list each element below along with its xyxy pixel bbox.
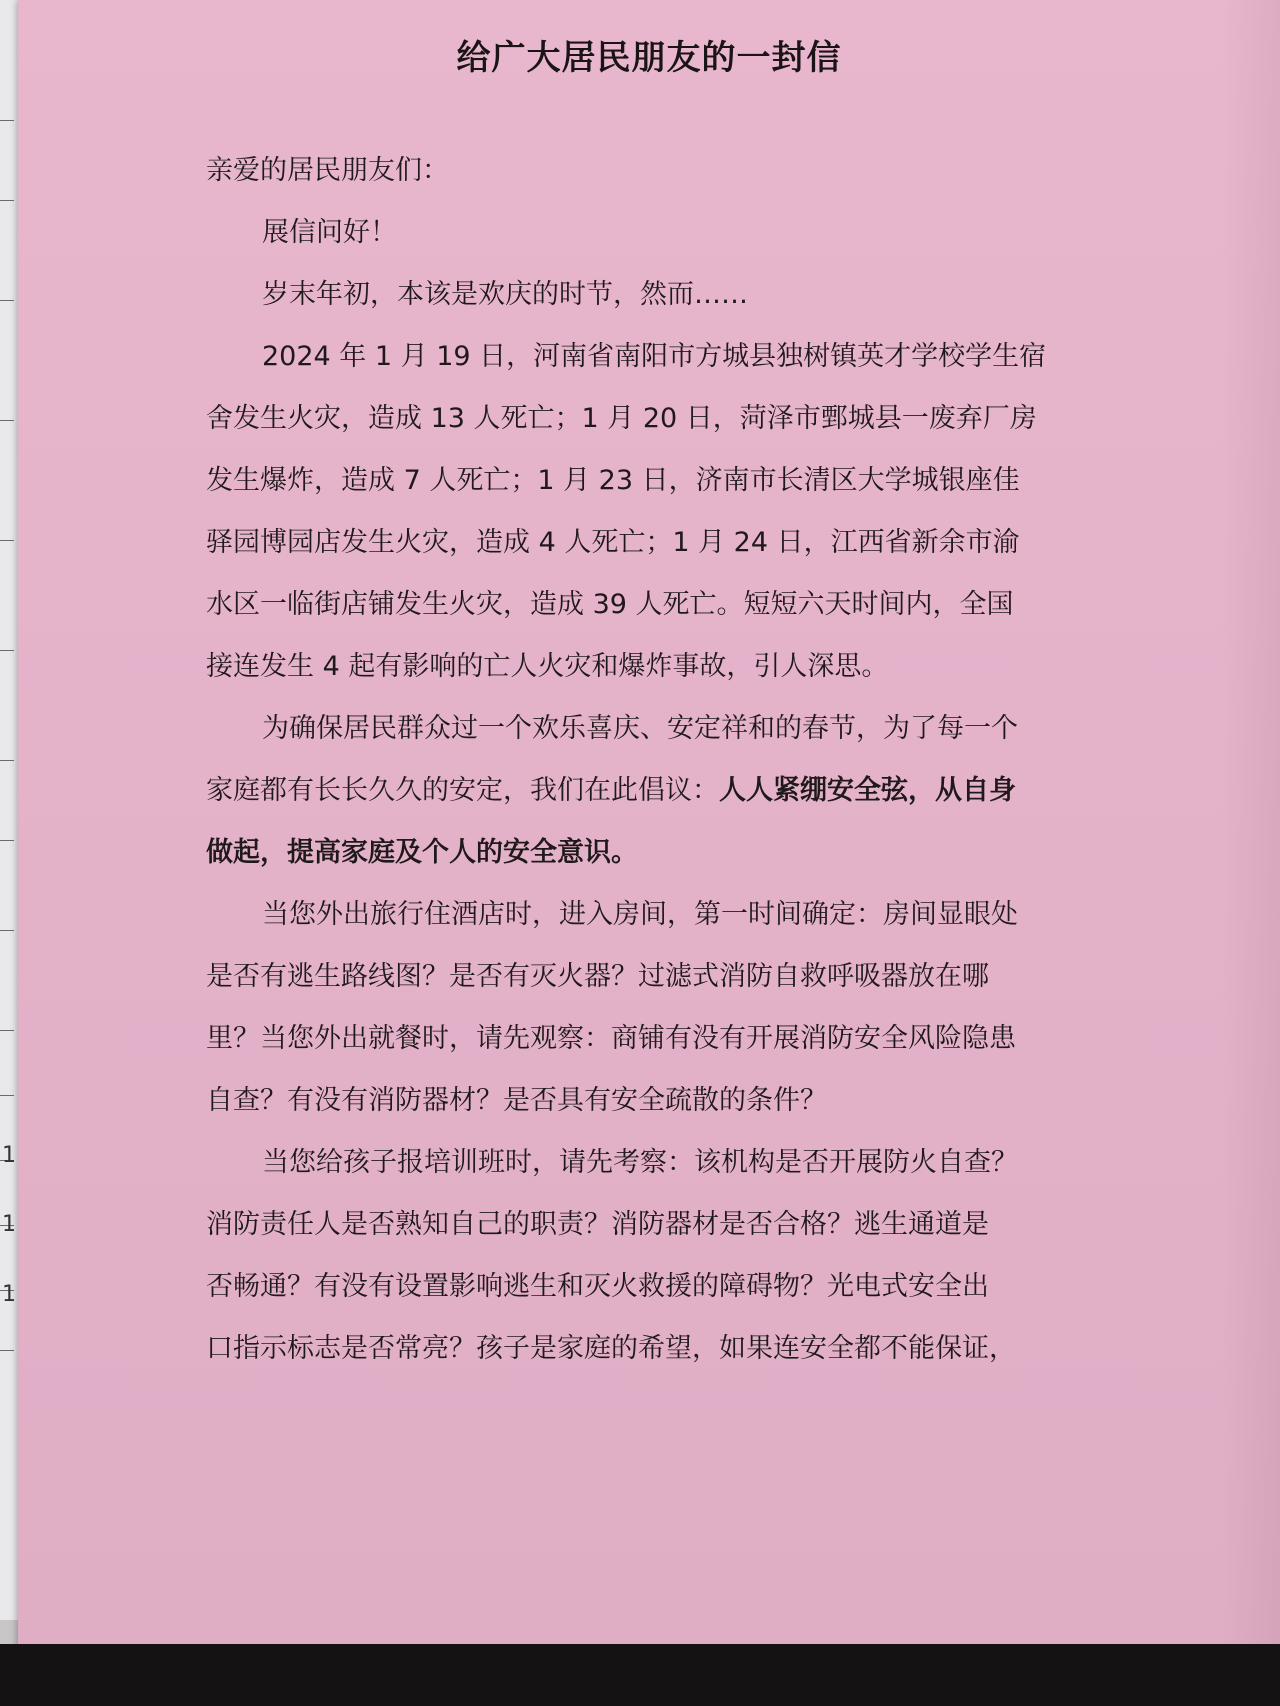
paragraph-2-line: 接连发生 4 起有影响的亡人火灾和爆炸事故，引人深思。 [206, 651, 889, 682]
greeting: 展信问好！ [262, 217, 397, 248]
paragraph-4-line: 里？当您外出就餐时，请先观察：商铺有没有开展消防安全风险隐患 [206, 1023, 1016, 1054]
paragraph-2-line: 驿园博园店发生火灾，造成 4 人死亡；1 月 24 日，江西省新余市渝 [206, 527, 1020, 558]
table-rule [0, 650, 14, 651]
paragraph-2-line: 发生爆炸，造成 7 人死亡；1 月 23 日，济南市长清区大学城银座佳 [206, 465, 1020, 496]
table-rule [0, 1030, 14, 1031]
table-digit: 1 [2, 1212, 16, 1237]
paragraph-5-line: 消防责任人是否熟知自己的职责？消防器材是否合格？逃生通道是 [206, 1209, 989, 1240]
table-digit: 1 [2, 1282, 16, 1307]
table-rule [0, 1350, 14, 1351]
paragraph-4-line: 自查？有没有消防器材？是否具有安全疏散的条件？ [206, 1085, 827, 1116]
paragraph-2-line: 舍发生火灾，造成 13 人死亡；1 月 20 日，菏泽市鄄城县一废弃厂房 [206, 403, 1037, 434]
proposal-emphasis: 人人紧绷安全弦，从自身 [719, 775, 1016, 806]
table-rule [0, 540, 14, 541]
table-digit: 1 [2, 1143, 16, 1168]
paragraph-1: 岁末年初，本该是欢庆的时节，然而…… [262, 279, 748, 310]
paragraph-2-line: 2024 年 1 月 19 日，河南省南阳市方城县独树镇英才学校学生宿 [262, 341, 1047, 372]
table-rule [0, 300, 14, 301]
salutation: 亲爱的居民朋友们： [206, 155, 449, 186]
letter-body [206, 140, 1126, 1380]
table-rule [0, 840, 14, 841]
desk-surface [0, 1644, 1280, 1706]
table-rule [0, 760, 14, 761]
letter-title: 给广大居民朋友的一封信 [456, 38, 842, 78]
letter-paper [18, 0, 1280, 1668]
paragraph-2-line: 水区一临街店铺发生火灾，造成 39 人死亡。短短六天时间内，全国 [206, 589, 1014, 620]
table-rule [0, 200, 14, 201]
paragraph-3-text: 家庭都有长长久久的安定，我们在此倡议： [206, 775, 719, 806]
table-rule [0, 930, 14, 931]
table-rule [0, 420, 14, 421]
table-rule [0, 1095, 14, 1096]
paragraph-4-line: 是否有逃生路线图？是否有灭火器？过滤式消防自救呼吸器放在哪 [206, 961, 989, 992]
paragraph-5-line: 否畅通？有没有设置影响逃生和灭火救援的障碍物？光电式安全出 [206, 1271, 989, 1302]
paragraph-5-line: 口指示标志是否常亮？孩子是家庭的希望，如果连安全都不能保证， [206, 1333, 1016, 1364]
paragraph-3-line [206, 760, 1126, 822]
paper-shading [1220, 0, 1280, 1668]
paragraph-3-line: 为确保居民群众过一个欢乐喜庆、安定祥和的春节，为了每一个 [262, 713, 1018, 744]
paragraph-5-line: 当您给孩子报培训班时，请先考察：该机构是否开展防火自查？ [262, 1147, 1018, 1178]
paragraph-4-line: 当您外出旅行住酒店时，进入房间，第一时间确定：房间显眼处 [262, 899, 1018, 930]
proposal-emphasis: 做起，提高家庭及个人的安全意识。 [206, 837, 638, 868]
table-rule [0, 120, 14, 121]
